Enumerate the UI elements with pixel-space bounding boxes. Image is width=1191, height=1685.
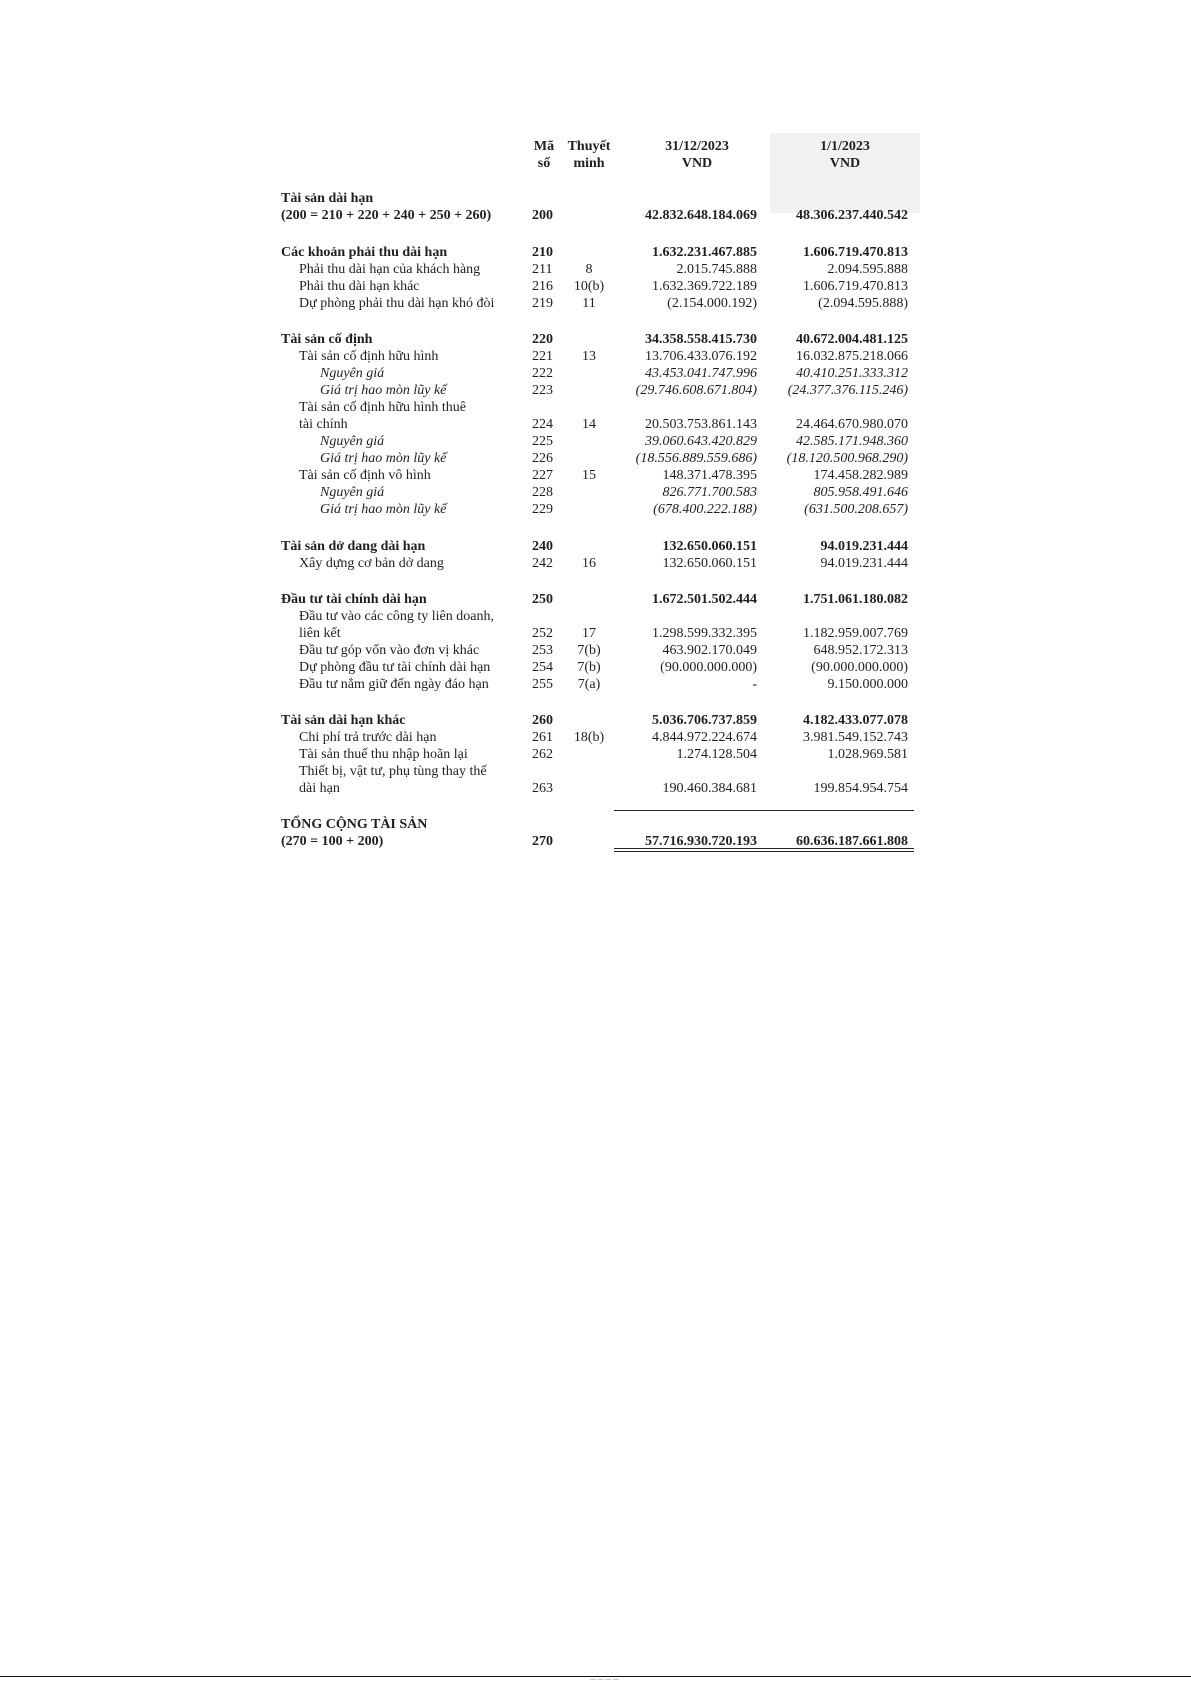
row-label: Đầu tư góp vốn vào đơn vị khác	[299, 643, 480, 658]
table-row	[0, 625, 1191, 642]
row-label: Đầu tư tài chính dài hạn	[281, 592, 427, 607]
row-value-prior: 48.306.237.440.542	[796, 208, 908, 223]
total-bottom-rule-1	[614, 848, 914, 849]
row-value-current: (90.000.000.000)	[660, 660, 757, 675]
table-row	[0, 399, 1191, 416]
table-row	[0, 278, 1191, 295]
row-code: 254	[532, 660, 553, 675]
row-value-prior: (2.094.595.888)	[818, 296, 908, 311]
row-code: 211	[532, 262, 553, 277]
row-value-prior: 40.672.004.481.125	[796, 332, 908, 347]
row-code: 223	[532, 383, 553, 398]
row-value-current: (678.400.222.188)	[653, 502, 757, 517]
row-value-prior: 1.182.959.007.769	[803, 626, 908, 641]
row-value-prior: 805.958.491.646	[813, 485, 908, 500]
row-code: 261	[532, 730, 553, 745]
row-code: 260	[532, 713, 553, 728]
table-row	[0, 190, 1191, 207]
row-label: Tài sản dài hạn	[281, 191, 374, 206]
row-note: 10(b)	[573, 279, 605, 294]
row-label: Nguyên giá	[320, 366, 385, 381]
row-code: 240	[532, 539, 553, 554]
table-row	[0, 244, 1191, 261]
row-code: 228	[532, 485, 553, 500]
row-code: 200	[532, 208, 553, 223]
table-row	[0, 331, 1191, 348]
row-code: 229	[532, 502, 553, 517]
row-label: Phải thu dài hạn của khách hàng	[299, 262, 481, 277]
row-value-prior: 1.028.969.581	[827, 747, 908, 762]
row-label: Tài sản cố định	[281, 332, 373, 347]
row-code: 227	[532, 468, 553, 483]
row-value-current: -	[752, 677, 757, 692]
row-code: 222	[532, 366, 553, 381]
row-value-current: 132.650.060.151	[662, 556, 757, 571]
row-label: Tài sản cố định vô hình	[299, 468, 431, 483]
table-row	[0, 816, 1191, 833]
total-bottom-rule-2	[614, 851, 914, 852]
row-label: Đầu tư nắm giữ đến ngày đáo hạn	[299, 677, 489, 692]
current-period-header: 31/12/2023 VND	[665, 139, 729, 171]
note-column-header: Thuyết minh	[567, 139, 611, 171]
table-row	[0, 608, 1191, 625]
table-row	[0, 416, 1191, 433]
prior-period-header: 1/1/2023 VND	[820, 139, 870, 171]
row-value-current: 42.832.648.184.069	[645, 208, 757, 223]
row-value-prior: 4.182.433.077.078	[803, 713, 908, 728]
page-footer-text: --- --- --- ---	[590, 1677, 619, 1683]
row-label: (270 = 100 + 200)	[281, 834, 384, 849]
row-label: Tài sản dài hạn khác	[281, 713, 406, 728]
table-row	[0, 676, 1191, 693]
row-value-current: 1.274.128.504	[676, 747, 757, 762]
row-label: Tài sản dở dang dài hạn	[281, 539, 426, 554]
table-row	[0, 382, 1191, 399]
row-note: 7(b)	[577, 660, 601, 675]
row-label: Dự phòng phải thu dài hạn khó đòi	[299, 296, 495, 311]
table-row	[0, 555, 1191, 572]
row-value-current: 1.632.369.722.189	[652, 279, 757, 294]
row-value-current: 148.371.478.395	[662, 468, 757, 483]
row-value-prior: 1.606.719.470.813	[803, 279, 908, 294]
row-label: Dự phòng đầu tư tài chính dài hạn	[299, 660, 491, 675]
row-label: tài chính	[299, 417, 348, 432]
row-label: (200 = 210 + 220 + 240 + 250 + 260)	[281, 208, 492, 223]
row-label: Thiết bị, vật tư, phụ tùng thay thế	[299, 764, 487, 779]
row-value-current: 826.771.700.583	[662, 485, 757, 500]
row-code: 221	[532, 349, 553, 364]
row-value-prior: 16.032.875.218.066	[796, 349, 908, 364]
row-value-prior: (18.120.500.968.290)	[786, 451, 908, 466]
row-value-prior: 60.636.187.661.808	[796, 834, 908, 849]
table-row	[0, 746, 1191, 763]
table-row	[0, 450, 1191, 467]
row-value-current: (2.154.000.192)	[667, 296, 757, 311]
row-label: Giá trị hao mòn lũy kế	[320, 451, 447, 466]
table-row	[0, 467, 1191, 484]
table-row	[0, 833, 1191, 850]
table-row	[0, 365, 1191, 382]
row-value-prior: 24.464.670.980.070	[796, 417, 908, 432]
row-value-prior: 199.854.954.754	[813, 781, 908, 796]
row-value-current: (29.746.608.671.804)	[635, 383, 757, 398]
row-code: 219	[532, 296, 553, 311]
row-code: 262	[532, 747, 553, 762]
table-row	[0, 659, 1191, 676]
table-row	[0, 348, 1191, 365]
row-code: 252	[532, 626, 553, 641]
row-code: 263	[532, 781, 553, 796]
row-code: 242	[532, 556, 553, 571]
row-value-current: 57.716.930.720.193	[645, 834, 757, 849]
row-note: 11	[582, 296, 596, 311]
row-value-prior: 94.019.231.444	[820, 539, 908, 554]
row-value-current: 4.844.972.224.674	[652, 730, 757, 745]
table-row	[0, 763, 1191, 780]
table-row	[0, 591, 1191, 608]
row-label: liên kết	[299, 626, 341, 641]
row-note: 8	[585, 262, 593, 277]
row-code: 270	[532, 834, 553, 849]
row-label: Nguyên giá	[320, 485, 385, 500]
row-value-current: 463.902.170.049	[662, 643, 757, 658]
row-label: Tài sản cố định hữu hình thuê	[299, 400, 467, 415]
row-value-prior: 3.981.549.152.743	[803, 730, 908, 745]
row-value-prior: (24.377.376.115.246)	[787, 383, 908, 398]
row-label: Chi phí trả trước dài hạn	[299, 730, 437, 745]
row-value-current: 20.503.753.861.143	[645, 417, 757, 432]
row-value-current: 1.632.231.467.885	[652, 245, 757, 260]
row-value-prior: 9.150.000.000	[827, 677, 908, 692]
row-note: 18(b)	[573, 730, 605, 745]
row-note: 16	[582, 556, 596, 571]
row-value-prior: (631.500.208.657)	[804, 502, 908, 517]
row-value-current: 43.453.041.747.996	[645, 366, 757, 381]
row-code: 253	[532, 643, 553, 658]
row-label: Xây dựng cơ bản dở dang	[299, 556, 444, 571]
row-note: 13	[582, 349, 596, 364]
row-code: 250	[532, 592, 553, 607]
row-code: 255	[532, 677, 553, 692]
row-value-prior: 94.019.231.444	[820, 556, 908, 571]
row-value-current: 132.650.060.151	[662, 539, 757, 554]
table-row	[0, 484, 1191, 501]
total-top-rule	[614, 810, 914, 811]
row-label: TỔNG CỘNG TÀI SẢN	[281, 817, 428, 832]
table-row	[0, 642, 1191, 659]
row-note: 7(a)	[577, 677, 601, 692]
code-column-header: Mã số	[533, 139, 555, 171]
row-note: 7(b)	[577, 643, 601, 658]
row-code: 210	[532, 245, 553, 260]
table-row	[0, 538, 1191, 555]
row-label: Tài sản thuế thu nhập hoãn lại	[299, 747, 468, 762]
row-label: Nguyên giá	[320, 434, 385, 449]
row-value-current: 39.060.643.420.829	[645, 434, 757, 449]
row-value-prior: 1.606.719.470.813	[803, 245, 908, 260]
row-value-prior: (90.000.000.000)	[811, 660, 908, 675]
row-value-current: 34.358.558.415.730	[645, 332, 757, 347]
row-value-current: 13.706.433.076.192	[645, 349, 757, 364]
table-row	[0, 729, 1191, 746]
row-value-prior: 648.952.172.313	[813, 643, 908, 658]
row-value-current: 1.298.599.332.395	[652, 626, 757, 641]
row-code: 226	[532, 451, 553, 466]
table-row	[0, 261, 1191, 278]
row-value-prior: 174.458.282.989	[813, 468, 908, 483]
row-code: 216	[532, 279, 553, 294]
row-value-prior: 2.094.595.888	[827, 262, 908, 277]
row-label: Các khoản phải thu dài hạn	[281, 245, 448, 260]
row-value-prior: 40.410.251.333.312	[796, 366, 908, 381]
row-code: 225	[532, 434, 553, 449]
row-note: 15	[582, 468, 596, 483]
row-value-current: 1.672.501.502.444	[652, 592, 757, 607]
row-label: dài hạn	[299, 781, 340, 796]
row-label: Giá trị hao mòn lũy kế	[320, 383, 447, 398]
table-row	[0, 712, 1191, 729]
table-row	[0, 433, 1191, 450]
table-row	[0, 780, 1191, 797]
row-value-current: 5.036.706.737.859	[652, 713, 757, 728]
row-note: 17	[582, 626, 596, 641]
row-code: 220	[532, 332, 553, 347]
row-value-prior: 1.751.061.180.082	[803, 592, 908, 607]
row-value-current: (18.556.889.559.686)	[635, 451, 757, 466]
row-label: Giá trị hao mòn lũy kế	[320, 502, 447, 517]
table-row	[0, 501, 1191, 518]
table-row	[0, 295, 1191, 312]
row-code: 224	[532, 417, 553, 432]
row-label: Phải thu dài hạn khác	[299, 279, 420, 294]
row-label: Đầu tư vào các công ty liên doanh,	[299, 609, 494, 624]
row-value-current: 190.460.384.681	[662, 781, 757, 796]
row-value-prior: 42.585.171.948.360	[796, 434, 908, 449]
row-value-current: 2.015.745.888	[676, 262, 757, 277]
table-row	[0, 207, 1191, 224]
row-note: 14	[582, 417, 596, 432]
row-label: Tài sản cố định hữu hình	[299, 349, 439, 364]
